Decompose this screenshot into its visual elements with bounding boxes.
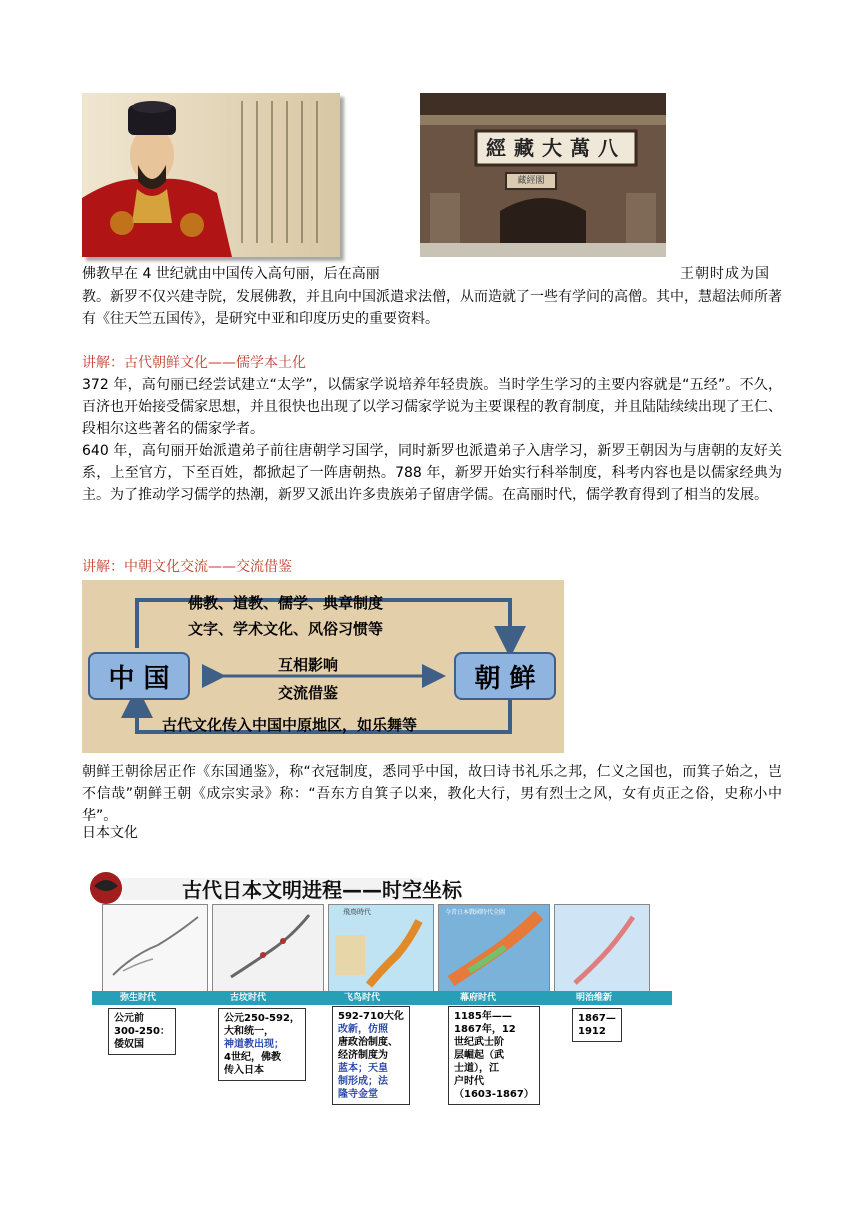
diagram-mid-line1: 互相影响 [278,656,339,674]
note-shogunate-line: （1603-1867） [454,1089,534,1100]
diagram-china-box: 中 国 [88,652,190,700]
map-yayoi [102,904,208,992]
note-yayoi-line: 倭奴国 [114,1039,144,1050]
era-label-1: 弥生时代 [120,993,157,1003]
para1-continuation: 教。新罗不仅兴建寺院，发展佛教，并且向中国派遣求法僧，从而造就了一些有学问的高僧。其中，慧超法师所著有《往天竺五国传》，是研究中亚和印度历史的重要资料。 [82,289,782,327]
note-asuka-line: 592-710大化 [338,1011,404,1022]
map-warring-states [438,904,550,992]
section3-paragraph: 朝鲜王朝徐居正作《东国通鉴》，称“衣冠制度，悉同乎中国，故曰诗书礼乐之邦，仁义之国也，而箕子始之，岂不信哉”朝鲜王朝《成宗实录》称：“吾东方自箕子以来，教化大行，男有烈士之风，女有贞正之俗，史称小中华”。 [82,764,782,824]
section3-heading: 讲解：中朝文化交流——交流借鉴 [82,559,292,575]
diagram-korea-box: 朝 鲜 [454,652,556,700]
note-kofun [218,1008,306,1081]
note-yayoi [108,1008,176,1055]
note-shogunate-line: 户时代 [454,1076,484,1087]
temple-signboard: 經藏大萬八 [486,136,626,160]
note-asuka-line: 唐政治制度、 [338,1037,398,1048]
diagram-bottom-line: 古代文化传入中国中原地区，如乐舞等 [162,716,418,734]
era-label-2: 古坟时代 [230,993,267,1003]
para1-line1-left: 佛教早在 4 世纪就由中国传入高句丽，后在高丽 [82,266,380,282]
note-shogunate-line: 世纪武士阶 [454,1037,504,1048]
diagram-mid-line2: 交流借鉴 [278,684,339,702]
map-asuka [328,904,434,992]
note-yayoi-line: 300-250： [114,1026,170,1037]
note-shogunate-line: 士道），江 [454,1063,499,1074]
era-label-3: 飞鸟时代 [344,993,381,1003]
portrait-illustration [82,93,340,257]
japan-timeline-figure [82,872,680,1100]
note-asuka-line: 改新，仿照 [338,1024,388,1035]
note-shogunate-line: 层崛起（武 [454,1050,504,1061]
note-asuka-line: 制形成；法 [338,1076,388,1087]
diagram-top-line1: 佛教、道教、儒学、典章制度 [188,594,384,612]
note-asuka [332,1006,410,1105]
note-kofun-line: 4世纪，佛教 [224,1052,281,1063]
temple-small-board: 藏經閣 [517,176,545,186]
note-asuka-line: 蓝本；天皇 [338,1063,388,1074]
map-warring-states-caption: 今昔日本戰國時代全圖 [445,909,506,916]
note-kofun-line: 公元250-592， [224,1013,300,1024]
timeline-title: 古代日本文明进程——时空坐标 [182,878,462,902]
note-asuka-line: 经济制度为 [338,1050,388,1061]
map-asuka-caption: 飛鳥時代 [343,908,371,916]
temple-gate-photo [420,93,666,257]
note-kofun-line: 神道教出现； [224,1039,284,1050]
note-kofun-line: 传入日本 [224,1065,264,1076]
section2-paragraph1: 372 年，高句丽已经尝试建立“太学”，以儒家学说培养年轻贵族。当时学生学习的主要内容就是“五经”。不久，百济也开始接受儒家思想，并且很快也出现了以学习儒家学说为主要课程的教育制度，并且陆陆续续出现了王仁、段相尔这些著名的儒家学者。 [82,377,782,437]
diagram-top-line2: 文字、学术文化、风俗习惯等 [188,620,384,638]
era-label-5: 明治维新 [576,993,613,1003]
para1-line1-right: 王朝时成为国 [680,266,770,282]
section2-paragraph2: 640 年，高句丽开始派遣弟子前往唐朝学习国学，同时新罗也派遣弟子入唐学习，新罗王朝因为与唐朝的友好关系，上至官方，下至百姓，都掀起了一阵唐朝热。788 年，新罗开始实行科举制度，科考内容也是以儒家经典为主。为了推动学习儒学的热潮，新罗又派出许多贵族弟子留唐学儒。在高丽时代，儒学教育得到了相当的发展。 [82,443,782,503]
note-yayoi-line: 公元前 [114,1013,144,1024]
china-korea-exchange-diagram [82,580,564,753]
note-shogunate-line: 1867年，12 [454,1024,516,1035]
era-label-4: 幕府时代 [460,993,497,1003]
note-meiji-line: 1867— [578,1013,616,1024]
note-kofun-line: 大和统一， [224,1026,274,1037]
note-shogunate [448,1006,540,1105]
section4-heading: 日本文化 [82,825,138,841]
map-kofun [212,904,324,992]
map-meiji [554,904,650,992]
king-portrait-photo [82,93,340,257]
note-meiji-line: 1912 [578,1026,606,1037]
note-meiji [572,1008,622,1042]
note-shogunate-line: 1185年—— [454,1011,512,1022]
note-asuka-line: 隆寺金堂 [338,1089,378,1100]
section2-heading: 讲解：古代朝鲜文化——儒学本土化 [82,355,306,371]
